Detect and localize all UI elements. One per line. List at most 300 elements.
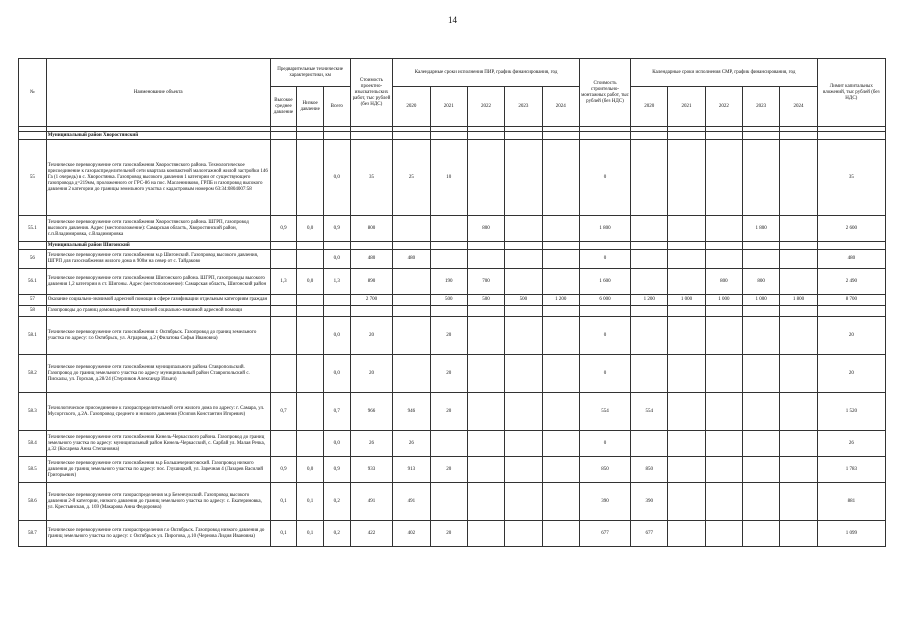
smr-2022 (705, 483, 742, 521)
pir-2022 (467, 393, 504, 431)
header-num: № (19, 59, 47, 127)
low-pressure-km (297, 431, 324, 457)
low-pressure-km (297, 306, 324, 317)
cost-smr: 1 800 (579, 216, 630, 242)
smr-2022 (705, 393, 742, 431)
capital-limit: 20 (817, 317, 885, 355)
smr-2024 (780, 140, 817, 216)
row-number: 55 (19, 140, 47, 216)
smr-2022 (705, 431, 742, 457)
pir-2024 (542, 431, 579, 457)
empty-cell (631, 132, 668, 140)
smr-2021 (668, 521, 705, 547)
table-body (19, 132, 886, 547)
header-high-pressure: Высокое среднее давление (270, 87, 297, 127)
empty-cell (297, 132, 324, 140)
object-name: Техническое перевооружение сети газоснабжения Кинель-Черкасского района. Газопровод до границ земельного участка по адресу: муниципальный район Кинель-Черкасский, с. Сарбай ул. Малая Речка, д.32 (Косарева Анна Степановна) (46, 431, 270, 457)
pir-2020: 946 (393, 393, 430, 431)
high-pressure-km: 0,7 (270, 393, 297, 431)
object-name: Техническое перевооружение сети газоснабжения Шигонского района. ШГРП, газопроводы высокого давления 1,2 категории в ст. Шигоны. Адрес (местоположение): Самарская область, Шигонский район (46, 269, 270, 295)
cost-pir: 933 (350, 457, 393, 483)
empty-cell (542, 132, 579, 140)
table-row (19, 457, 886, 483)
low-pressure-km (297, 317, 324, 355)
pir-2022 (467, 355, 504, 393)
low-pressure-km (297, 355, 324, 393)
smr-2024: 1 800 (780, 295, 817, 306)
pir-2022 (467, 317, 504, 355)
pir-2022: 500 (467, 295, 504, 306)
pir-2021: 20 (430, 393, 467, 431)
pir-2020 (393, 216, 430, 242)
table-row (19, 306, 886, 317)
pir-2023 (505, 431, 542, 457)
pir-2020 (393, 306, 430, 317)
smr-2022 (705, 457, 742, 483)
pir-2021 (430, 250, 467, 269)
cost-smr: 554 (579, 393, 630, 431)
empty-cell (350, 242, 393, 250)
object-name: Оказание социально-значимой адресной помощи в сфере газификации отдельным категориям граждан (46, 295, 270, 306)
smr-2021 (668, 216, 705, 242)
row-number: 58.3 (19, 393, 47, 431)
capital-limit: 2 490 (817, 269, 885, 295)
empty-cell (579, 242, 630, 250)
empty-cell (743, 132, 780, 140)
low-pressure-km: 0,0 (297, 216, 324, 242)
pir-2024 (542, 521, 579, 547)
capital-limit: 8 700 (817, 295, 885, 306)
capital-limit: 1 783 (817, 457, 885, 483)
empty-cell (467, 132, 504, 140)
high-pressure-km: 0,1 (270, 521, 297, 547)
smr-2023 (743, 250, 780, 269)
table-row (19, 393, 886, 431)
pir-2020: 480 (393, 250, 430, 269)
pir-2024 (542, 250, 579, 269)
total-km: 0,2 (323, 483, 350, 521)
pir-2022 (467, 521, 504, 547)
object-name: Техническое перевооружение сети газоснабжения Хворостянского района. Технологическое присоединение к газораспределительной сети квартала компактной малоэтажной жилой застройки 146 Га (1 очередь) в с. Хворостянка. Газопровод высокого давления 1 категории от существующего газопровода д=219мм, проложенного от ГРС-86 на пос. Масленниково, ГРПБ и газопровод высокого давления 2 категории до границы земельного участка с кадастровым номером 63:34:0804007:58 (46, 140, 270, 216)
capital-limit: 35 (817, 140, 885, 216)
smr-2022 (705, 355, 742, 393)
empty-cell (297, 242, 324, 250)
header-year-smr: 2023 (743, 87, 780, 127)
pir-2021: 20 (430, 521, 467, 547)
total-km (323, 295, 350, 306)
cost-pir: 2 700 (350, 295, 393, 306)
row-number: 58 (19, 306, 47, 317)
section-num-cell (19, 132, 47, 140)
pir-2024: 1 200 (542, 295, 579, 306)
header-year-smr: 2022 (705, 87, 742, 127)
row-number: 58.6 (19, 483, 47, 521)
smr-2023 (743, 521, 780, 547)
table-row (19, 250, 886, 269)
cost-pir: 491 (350, 483, 393, 521)
pir-2023 (505, 250, 542, 269)
cost-pir: 480 (350, 250, 393, 269)
object-name: Техническое перевооружение сети газоснабжения м.р Большечерниговский. Газопровод низкого давления до границ земельного участка по адресу: пос. Глушицкий, ул. Заречная 4 (Лазарев Василий Григорьевич) (46, 457, 270, 483)
empty-cell (270, 132, 297, 140)
pir-2024 (542, 216, 579, 242)
cost-smr: 677 (579, 521, 630, 547)
header-year-smr: 2020 (631, 87, 668, 127)
total-km: 0,0 (323, 140, 350, 216)
pir-2022 (467, 457, 504, 483)
pir-2021: 500 (430, 295, 467, 306)
pir-2021 (430, 306, 467, 317)
total-km: 0,2 (323, 521, 350, 547)
low-pressure-km: 0,1 (297, 521, 324, 547)
smr-2022 (705, 140, 742, 216)
cost-smr: 0 (579, 317, 630, 355)
cost-smr: 6 000 (579, 295, 630, 306)
total-km: 0,0 (323, 431, 350, 457)
smr-2021 (668, 317, 705, 355)
total-km: 0,0 (323, 250, 350, 269)
smr-2023 (743, 431, 780, 457)
table-row (19, 216, 886, 242)
object-name: Газопроводы до границ домовладений получателей социально-значимой адресной помощи (46, 306, 270, 317)
object-name: Техническое перевооружение сети газораспределения м.р Безенчукский. Газопровод высокого давления 2-й категории, низкого давления до границ земельного участка по адресу: с. Екатериновка, ул. Крестьянская, д. 169 (Макарова Анна Федоровна) (46, 483, 270, 521)
smr-2023 (743, 483, 780, 521)
pir-2020 (393, 317, 430, 355)
smr-2020: 390 (631, 483, 668, 521)
cost-smr: 0 (579, 431, 630, 457)
cost-pir: 26 (350, 431, 393, 457)
capital-limit: 881 (817, 483, 885, 521)
empty-cell (323, 242, 350, 250)
smr-2022 (705, 250, 742, 269)
table-row (19, 521, 886, 547)
smr-2024 (780, 250, 817, 269)
capital-limit: 1 520 (817, 393, 885, 431)
pir-2024 (542, 317, 579, 355)
high-pressure-km: 0,9 (270, 457, 297, 483)
empty-cell (579, 132, 630, 140)
empty-cell (430, 132, 467, 140)
empty-cell (743, 242, 780, 250)
header-prelim: Предварительные технические характеристики, км (270, 59, 350, 87)
capital-limit: 26 (817, 431, 885, 457)
smr-2021 (668, 431, 705, 457)
cost-smr: 0 (579, 140, 630, 216)
empty-cell (631, 242, 668, 250)
pir-2022 (467, 431, 504, 457)
smr-2024 (780, 457, 817, 483)
section-row (19, 242, 886, 250)
object-name: Технологическое присоединение к газораспределительной сети жилого дома по адресу: г. Самара, ул. Мусоргского, д.2А. Газопровод среднего и низкого давления (Осипов Константин Игоревич) (46, 393, 270, 431)
table-row (19, 317, 886, 355)
cost-smr: 850 (579, 457, 630, 483)
pir-2023: 500 (505, 295, 542, 306)
smr-2021 (668, 355, 705, 393)
smr-2020 (631, 317, 668, 355)
cost-pir: 20 (350, 355, 393, 393)
row-number: 58.7 (19, 521, 47, 547)
high-pressure-km: 0,1 (270, 483, 297, 521)
pir-2024 (542, 306, 579, 317)
total-km: 0,0 (323, 355, 350, 393)
section-title: Муниципальный район Хворостянский (46, 132, 270, 140)
empty-cell (705, 132, 742, 140)
section-row (19, 132, 886, 140)
smr-2020: 1 200 (631, 295, 668, 306)
smr-2024 (780, 521, 817, 547)
pir-2020 (393, 269, 430, 295)
row-number: 55.1 (19, 216, 47, 242)
row-number: 57 (19, 295, 47, 306)
total-km: 0,9 (323, 457, 350, 483)
object-name: Техническое перевооружение сети газоснабжения г. Октябрьск. Газопровод до границ земельного участка по адресу: г.о Октябрьск, ул. Аграрная, д.2 (Филатова Софья Ивановна) (46, 317, 270, 355)
header-year-pir: 2023 (505, 87, 542, 127)
smr-2021 (668, 393, 705, 431)
total-km: 0,9 (323, 216, 350, 242)
header-year-pir: 2022 (467, 87, 504, 127)
pir-2021 (430, 216, 467, 242)
empty-cell (668, 132, 705, 140)
header-limit: Лимит капитальных вложений, тыс рублей (без НДС) (817, 59, 885, 127)
empty-cell (323, 132, 350, 140)
low-pressure-km: 0,1 (297, 483, 324, 521)
pir-2021: 10 (430, 140, 467, 216)
smr-2020 (631, 269, 668, 295)
high-pressure-km: 1,3 (270, 269, 297, 295)
pir-2024 (542, 457, 579, 483)
pir-2020: 913 (393, 457, 430, 483)
cost-smr (579, 306, 630, 317)
header-year-pir: 2024 (542, 87, 579, 127)
pir-2020: 26 (393, 431, 430, 457)
smr-2024 (780, 317, 817, 355)
pir-2021 (430, 483, 467, 521)
capital-limit: 1 099 (817, 521, 885, 547)
pir-2021: 20 (430, 355, 467, 393)
empty-cell (350, 132, 393, 140)
row-number: 56 (19, 250, 47, 269)
cost-pir: 35 (350, 140, 393, 216)
pir-2023 (505, 216, 542, 242)
capital-limit: 480 (817, 250, 885, 269)
header-cost-pir: Стоимость проектно-изыскательских работ, тыс рублей (без НДС) (350, 59, 393, 127)
low-pressure-km: 0,0 (297, 457, 324, 483)
section-num-cell (19, 242, 47, 250)
pir-2023 (505, 457, 542, 483)
smr-2023: 1 800 (743, 216, 780, 242)
table-row (19, 269, 886, 295)
cost-smr: 0 (579, 355, 630, 393)
empty-cell (430, 242, 467, 250)
smr-2023 (743, 457, 780, 483)
smr-2020 (631, 355, 668, 393)
smr-2021: 1 000 (668, 295, 705, 306)
pir-2024 (542, 483, 579, 521)
pir-2023 (505, 355, 542, 393)
empty-cell (505, 242, 542, 250)
low-pressure-km (297, 250, 324, 269)
smr-2023 (743, 140, 780, 216)
pir-2022 (467, 483, 504, 521)
pir-2022 (467, 306, 504, 317)
pir-2020: 25 (393, 140, 430, 216)
smr-2020 (631, 216, 668, 242)
header-year-pir: 2021 (430, 87, 467, 127)
smr-2021 (668, 250, 705, 269)
smr-2023 (743, 393, 780, 431)
capital-investment-table (18, 58, 886, 547)
cost-smr: 0 (579, 250, 630, 269)
cost-pir: 422 (350, 521, 393, 547)
capital-limit: 20 (817, 355, 885, 393)
smr-2022 (705, 216, 742, 242)
pir-2022 (467, 140, 504, 216)
table-row (19, 431, 886, 457)
empty-cell (705, 242, 742, 250)
pir-2023 (505, 521, 542, 547)
smr-2024 (780, 393, 817, 431)
empty-cell (393, 132, 430, 140)
high-pressure-km: 0,9 (270, 216, 297, 242)
object-name: Техническое перевооружение сети газораспределения г.о Октябрьск. Газопровод низкого давления до границ земельного участка по адресу: г. Октябрьск ул. Пирогова, д.10 (Чернова Лидия Ивановна) (46, 521, 270, 547)
high-pressure-km (270, 250, 297, 269)
smr-2023: 800 (743, 269, 780, 295)
smr-2021 (668, 306, 705, 317)
smr-2020 (631, 306, 668, 317)
smr-2023 (743, 355, 780, 393)
smr-2021 (668, 483, 705, 521)
header-calendar-smr: Календарные сроки исполнения СМР, график финансирования, год (631, 59, 818, 87)
table-row (19, 355, 886, 393)
pir-2021: 20 (430, 317, 467, 355)
high-pressure-km (270, 431, 297, 457)
pir-2022: 700 (467, 269, 504, 295)
pir-2024 (542, 269, 579, 295)
empty-cell (505, 132, 542, 140)
pir-2024 (542, 140, 579, 216)
low-pressure-km: 0,0 (297, 269, 324, 295)
capital-limit: 2 600 (817, 216, 885, 242)
row-number: 58.1 (19, 317, 47, 355)
object-name: Техническое перевооружение сети газоснабжения м.р Шигонский. Газопровод высокого давления, ШГРП для газоснабжения жилого дома в 900м на север от с. Тайдаково (46, 250, 270, 269)
row-number: 58.2 (19, 355, 47, 393)
empty-cell (542, 242, 579, 250)
header-calendar-pir: Календарные сроки исполнения ПИР, график финансирования, год (393, 59, 580, 87)
smr-2024 (780, 269, 817, 295)
smr-2024 (780, 216, 817, 242)
header-year-pir: 2020 (393, 87, 430, 127)
high-pressure-km (270, 317, 297, 355)
total-km (323, 306, 350, 317)
pir-2023 (505, 140, 542, 216)
cost-pir: 966 (350, 393, 393, 431)
header-name: Наименование объекта (46, 59, 270, 127)
smr-2022 (705, 317, 742, 355)
smr-2020: 677 (631, 521, 668, 547)
empty-cell (393, 242, 430, 250)
smr-2022: 800 (705, 269, 742, 295)
smr-2021 (668, 269, 705, 295)
table-row (19, 295, 886, 306)
smr-2020: 850 (631, 457, 668, 483)
low-pressure-km (297, 393, 324, 431)
page-number: 14 (448, 15, 457, 25)
object-name: Техническое перевооружение сети газоснабжения Хворостянского района. ШГРП, газопровод высокого давления. Адрес (местоположение): Самарская область, Хворостянский район, с.п.Владимировка, с.Владимировка (46, 216, 270, 242)
capital-limit (817, 306, 885, 317)
smr-2020: 554 (631, 393, 668, 431)
header-year-smr: 2024 (780, 87, 817, 127)
table-row (19, 483, 886, 521)
smr-2021 (668, 457, 705, 483)
empty-cell (817, 242, 885, 250)
empty-cell (780, 132, 817, 140)
low-pressure-km (297, 140, 324, 216)
smr-2023: 1 000 (743, 295, 780, 306)
cost-pir: 890 (350, 269, 393, 295)
row-number: 58.4 (19, 431, 47, 457)
pir-2021 (430, 431, 467, 457)
smr-2022 (705, 521, 742, 547)
smr-2020 (631, 140, 668, 216)
header-total: Всего (323, 87, 350, 127)
smr-2022: 1 000 (705, 295, 742, 306)
smr-2023 (743, 306, 780, 317)
header-year-smr: 2021 (668, 87, 705, 127)
cost-pir (350, 306, 393, 317)
pir-2023 (505, 393, 542, 431)
high-pressure-km (270, 140, 297, 216)
high-pressure-km (270, 306, 297, 317)
table-row (19, 140, 886, 216)
high-pressure-km (270, 355, 297, 393)
total-km: 0,7 (323, 393, 350, 431)
total-km: 0,0 (323, 317, 350, 355)
pir-2024 (542, 355, 579, 393)
pir-2023 (505, 306, 542, 317)
row-number: 56.1 (19, 269, 47, 295)
header-low-pressure: Низкое давление (297, 87, 324, 127)
pir-2024 (542, 393, 579, 431)
pir-2022 (467, 250, 504, 269)
smr-2024 (780, 483, 817, 521)
cost-smr: 1 600 (579, 269, 630, 295)
pir-2023 (505, 317, 542, 355)
empty-cell (668, 242, 705, 250)
high-pressure-km (270, 295, 297, 306)
pir-2020 (393, 295, 430, 306)
pir-2021: 20 (430, 457, 467, 483)
smr-2024 (780, 431, 817, 457)
header-cost-smr: Стоимость строительно-монтажных работ, тыс рублей (без НДС) (579, 59, 630, 127)
smr-2024 (780, 355, 817, 393)
cost-pir: 20 (350, 317, 393, 355)
smr-2024 (780, 306, 817, 317)
empty-cell (817, 132, 885, 140)
smr-2020 (631, 250, 668, 269)
smr-2023 (743, 317, 780, 355)
pir-2020: 402 (393, 521, 430, 547)
empty-cell (780, 242, 817, 250)
cost-smr: 390 (579, 483, 630, 521)
low-pressure-km (297, 295, 324, 306)
smr-2022 (705, 306, 742, 317)
empty-cell (270, 242, 297, 250)
object-name: Техническое перевооружение сети газоснабжения муниципального района Ставропольский. Газопровод до границ земельного участка по адресу муниципальный район Ставропольский с. Пискалы, ул. Горская, д.28/24 (Стерликов Александр Ильич) (46, 355, 270, 393)
smr-2020 (631, 431, 668, 457)
empty-cell (467, 242, 504, 250)
total-km: 1,3 (323, 269, 350, 295)
pir-2023 (505, 483, 542, 521)
